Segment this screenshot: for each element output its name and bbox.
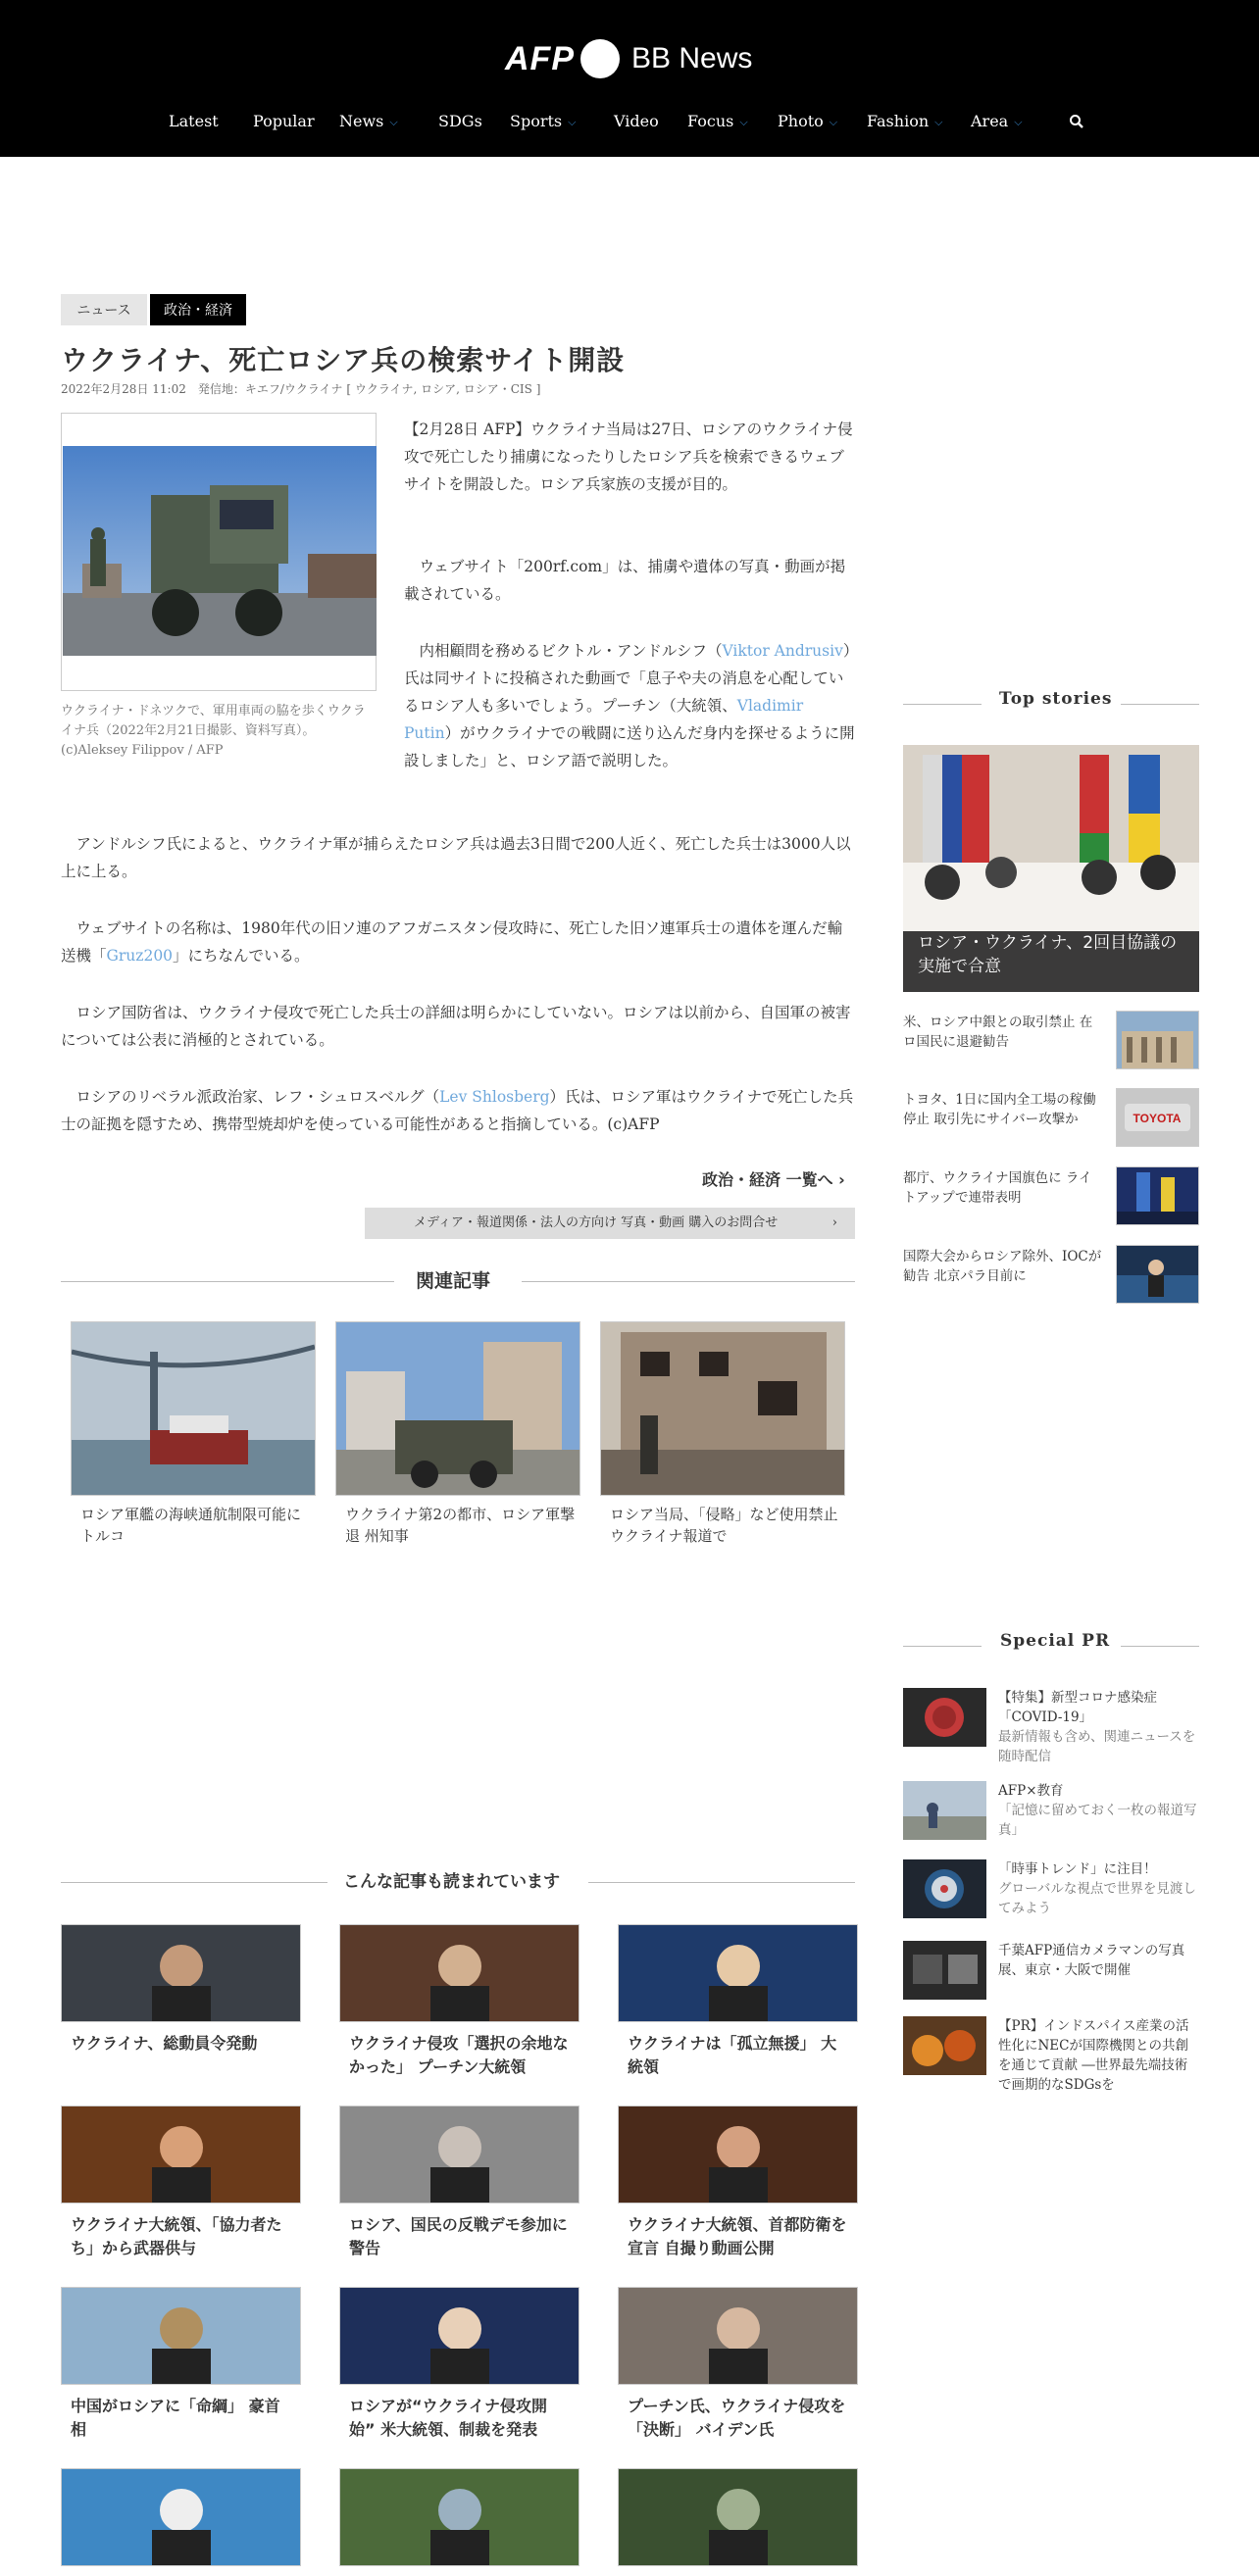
article-paragraph: ロシアのリベラル派政治家、レフ・シュロスベルグ（Lev Shlosberg）氏は、ロシア軍はウクライナで死亡した兵士の証拠を隠すため、携帯型焼却炉を使っている可能性があると指摘している。(c)AFP: [61, 1088, 854, 1133]
logo-afp: AFP: [505, 39, 575, 77]
popular-title: ウクライナは「孤立無援」 大統領: [628, 2034, 837, 2076]
top-story-title: ロシア・ウクライナ、2回目協議の実施で合意: [918, 933, 1178, 976]
nav-popular[interactable]: Popular: [253, 112, 315, 130]
popular-thumb: [61, 2468, 301, 2566]
pr-thumb: [903, 1688, 986, 1747]
special-pr-heading: Special PR: [1000, 1631, 1111, 1651]
article-paragraph: アンドルシフ氏によると、ウクライナ軍が捕らえたロシア兵は過去3日間で200人近く、死亡した兵士は3000人以上に上る。: [61, 835, 851, 880]
article-paragraph: ウェブサイトの名称は、1980年代の旧ソ連のアフガニスタン侵攻時に、死亡した旧ソ連軍兵士の遺体を運んだ輸送機「Gruz200」にちなんでいる。: [61, 919, 843, 965]
nav-latest[interactable]: Latest: [169, 112, 219, 130]
article-title: ウクライナ、死亡ロシア兵の検索サイト開設: [61, 344, 626, 376]
popular-card[interactable]: [61, 1924, 301, 2056]
link-viktor-andrusiv[interactable]: Viktor Andrusiv: [722, 642, 843, 660]
popular-card[interactable]: [61, 2105, 301, 2260]
side-story-title: 米、ロシア中銀との取引禁止 在ロ国民に退避勧告: [903, 1015, 1093, 1050]
pr-title: 【PR】インドスパイス産業の活性化にNECが国際機関との共創を通じて貢献 ―世界最先端技術で画期的なSDGsを: [998, 2018, 1189, 2093]
photo-caption: ウクライナ・ドネツクで、軍用車両の脇を歩くウクライナ兵（2022年2月21日撮影、資料写真）。(c)Aleksey Filippov / AFP: [61, 704, 366, 758]
side-story[interactable]: [903, 1245, 1199, 1304]
related-card[interactable]: [600, 1321, 845, 1547]
side-story-thumb: [1116, 1011, 1199, 1069]
popular-thumb: [618, 2287, 858, 2385]
pr-title: 「時事トレンド」に注目！: [998, 1861, 1157, 1877]
nav-fashion[interactable]: Fashion ⌵: [867, 112, 943, 130]
side-story-thumb: [1116, 1245, 1199, 1304]
logo-circle-icon: [580, 39, 620, 78]
popular-header: [61, 1867, 855, 1897]
pr-title: 千葉AFP通信カメラマンの写真展、東京・大阪で開催: [998, 1943, 1185, 1978]
related-title: ウクライナ第2の都市、ロシア軍撃退 州知事: [345, 1506, 576, 1545]
chevron-right-icon: ›: [838, 1170, 845, 1189]
related-card[interactable]: [335, 1321, 580, 1547]
article-photo[interactable]: [63, 446, 377, 656]
popular-title: 中国がロシアに「命綱」 豪首相: [71, 2397, 280, 2439]
chevron-down-icon: ⌵: [389, 116, 398, 128]
site-header: [0, 0, 1259, 157]
popular-thumb: [618, 2468, 858, 2566]
chevron-down-icon: ⌵: [934, 116, 943, 128]
logo-bb-news: BB News: [631, 42, 753, 74]
related-thumb: [335, 1321, 580, 1496]
chevron-down-icon: ⌵: [739, 116, 748, 128]
pr-item[interactable]: [903, 1688, 1199, 1764]
article-paragraph: 内相顧問を務めるビクトル・アンドルシフ（Viktor Andrusiv）氏は同サイトに投稿された動画で「息子や夫の消息を心配しているロシア人も多いでしょう。プーチン（大統領、Vladimir Putin）がウクライナでの戦闘に送り込んだ身内を探せるように開設しました」と、ロシア語で説明した。: [404, 642, 855, 769]
article-figure: [61, 413, 377, 691]
popular-card[interactable]: [618, 2287, 858, 2442]
chevron-down-icon: ⌵: [1014, 116, 1023, 128]
pr-thumb: [903, 1859, 986, 1918]
article-meta: 2022年2月28日 11:02 発信地：キエフ/ウクライナ [ ウクライナ, ロシア, ロシア・CIS ]: [61, 382, 541, 396]
popular-title: プーチン氏、ウクライナ侵攻を「決断」 バイデン氏: [628, 2397, 846, 2439]
nav-photo[interactable]: Photo ⌵: [778, 112, 838, 130]
popular-title: ロシア、国民の反戦デモ参加に警告: [349, 2215, 568, 2257]
toyota-logo-text: TOYOTA: [1133, 1112, 1182, 1125]
nav-area[interactable]: Area ⌵: [971, 112, 1023, 130]
chevron-down-icon: ⌵: [568, 116, 577, 128]
related-thumb: [71, 1321, 316, 1496]
nav-sports[interactable]: Sports ⌵: [510, 112, 577, 130]
popular-thumb: [339, 2287, 579, 2385]
related-title: ロシア軍艦の海峡通航制限可能に トルコ: [80, 1506, 302, 1545]
popular-thumb: [61, 2105, 301, 2204]
link-vladimir-putin[interactable]: Vladimir Putin: [404, 697, 804, 742]
pr-thumb: [903, 2016, 986, 2075]
popular-card[interactable]: [61, 2468, 301, 2576]
pr-title: AFP×教育: [998, 1783, 1064, 1799]
article-paragraph: ウェブサイト「200rf.com」は、捕虜や遺体の写真・動画が掲載されている。: [404, 558, 846, 603]
popular-card[interactable]: [339, 2105, 579, 2260]
side-story-thumb: [1116, 1088, 1199, 1147]
popular-card[interactable]: [618, 2468, 858, 2576]
top-stories-heading: Top stories: [999, 689, 1113, 709]
related-title: ロシア当局、「侵略」など使用禁止 ウクライナ報道で: [610, 1506, 838, 1545]
pr-item[interactable]: [903, 1941, 1199, 2000]
side-story[interactable]: [903, 1166, 1199, 1225]
article-paragraph: 【2月28日 AFP】ウクライナ当局は27日、ロシアのウクライナ侵攻で死亡したり捕虜になったりしたロシア兵を検索できるウェブサイトを開設した。ロシア兵家族の支援が目的。: [404, 421, 853, 493]
side-story[interactable]: [903, 1088, 1199, 1147]
popular-title: ロシアが“ウクライナ侵攻開始” 米大統領、制裁を発表: [349, 2397, 548, 2439]
pr-item[interactable]: [903, 2016, 1199, 2095]
tag-politics-economy[interactable]: 政治・経済: [150, 294, 246, 325]
side-story[interactable]: [903, 1011, 1199, 1069]
nav-focus[interactable]: Focus ⌵: [687, 112, 748, 130]
pr-item[interactable]: [903, 1859, 1199, 1920]
popular-thumb: [618, 2105, 858, 2204]
link-gruz200[interactable]: Gruz200: [106, 947, 174, 965]
related-card[interactable]: [71, 1321, 316, 1547]
tag-news[interactable]: ニュース: [61, 294, 147, 325]
nav-video[interactable]: Video: [614, 112, 659, 130]
popular-thumb: [339, 2468, 579, 2566]
pr-sub: 最新情報も含め、関連ニュースを随時配信: [998, 1729, 1196, 1764]
search-icon[interactable]: [1069, 114, 1084, 129]
pr-sub: 「記憶に留めておく一枚の報道写真」: [998, 1803, 1197, 1838]
pr-sub: グローバルな視点で世界を見渡してみよう: [998, 1881, 1196, 1916]
popular-card[interactable]: [618, 1924, 858, 2079]
nav-news[interactable]: News ⌵: [339, 112, 398, 130]
popular-card[interactable]: [339, 1924, 579, 2079]
pr-title: 【特集】新型コロナ感染症「COVID-19」: [998, 1690, 1157, 1725]
side-story-title: 都庁、ウクライナ国旗色に ライトアップで連帯表明: [903, 1170, 1092, 1206]
related-thumb: [600, 1321, 845, 1496]
popular-thumb: [61, 2287, 301, 2385]
popular-card[interactable]: [618, 2105, 858, 2260]
related-heading: 関連記事: [416, 1270, 491, 1292]
popular-thumb: [618, 1924, 858, 2022]
main-nav: [0, 108, 1259, 137]
popular-heading: こんな記事も読まれています: [343, 1872, 560, 1892]
article-paragraph: ロシア国防省は、ウクライナ侵攻で死亡した兵士の詳細は明らかにしていない。ロシアは以前から、自国軍の被害については公表に消極的とされている。: [61, 1004, 851, 1049]
popular-thumb: [61, 1924, 301, 2022]
category-list-link[interactable]: 政治・経済 一覧へ ›: [702, 1170, 845, 1189]
pr-thumb: [903, 1941, 986, 2000]
top-stories-header: [903, 689, 1199, 718]
chevron-down-icon: ⌵: [829, 116, 838, 128]
chevron-right-icon: ›: [831, 1215, 837, 1230]
popular-title: ウクライナ大統領、「協力者たち」から武器供与: [71, 2215, 282, 2257]
side-story-title: トヨタ、1日に国内全工場の稼働停止 取引先にサイバー攻撃か: [903, 1092, 1096, 1127]
purchase-inquiry-button[interactable]: メディア・報道関係・法人の方向け 写真・動画 購入のお問合せ ›: [365, 1208, 855, 1239]
popular-thumb: [339, 1924, 579, 2022]
pr-thumb: [903, 1781, 986, 1840]
link-lev-shlosberg[interactable]: Lev Shlosberg: [439, 1088, 550, 1106]
popular-title: ウクライナ大統領、首都防衛を宣言 自撮り動画公開: [628, 2215, 847, 2257]
popular-card[interactable]: [339, 2287, 579, 2442]
side-story-title: 国際大会からロシア除外、IOCが勧告 北京パラ目前に: [903, 1249, 1102, 1284]
side-story-thumb: [1116, 1166, 1199, 1225]
popular-card[interactable]: [339, 2468, 579, 2576]
popular-thumb: [339, 2105, 579, 2204]
pr-item[interactable]: [903, 1781, 1199, 1840]
nav-sdgs[interactable]: SDGs: [438, 112, 482, 130]
popular-card[interactable]: [61, 2287, 301, 2442]
popular-title: ウクライナ、総動員令発動: [71, 2034, 258, 2053]
site-logo[interactable]: [505, 37, 752, 80]
special-pr-header: [903, 1631, 1199, 1660]
related-header: [61, 1266, 855, 1296]
popular-title: ウクライナ侵攻「選択の余地なかった」 プーチン大統領: [349, 2034, 569, 2076]
